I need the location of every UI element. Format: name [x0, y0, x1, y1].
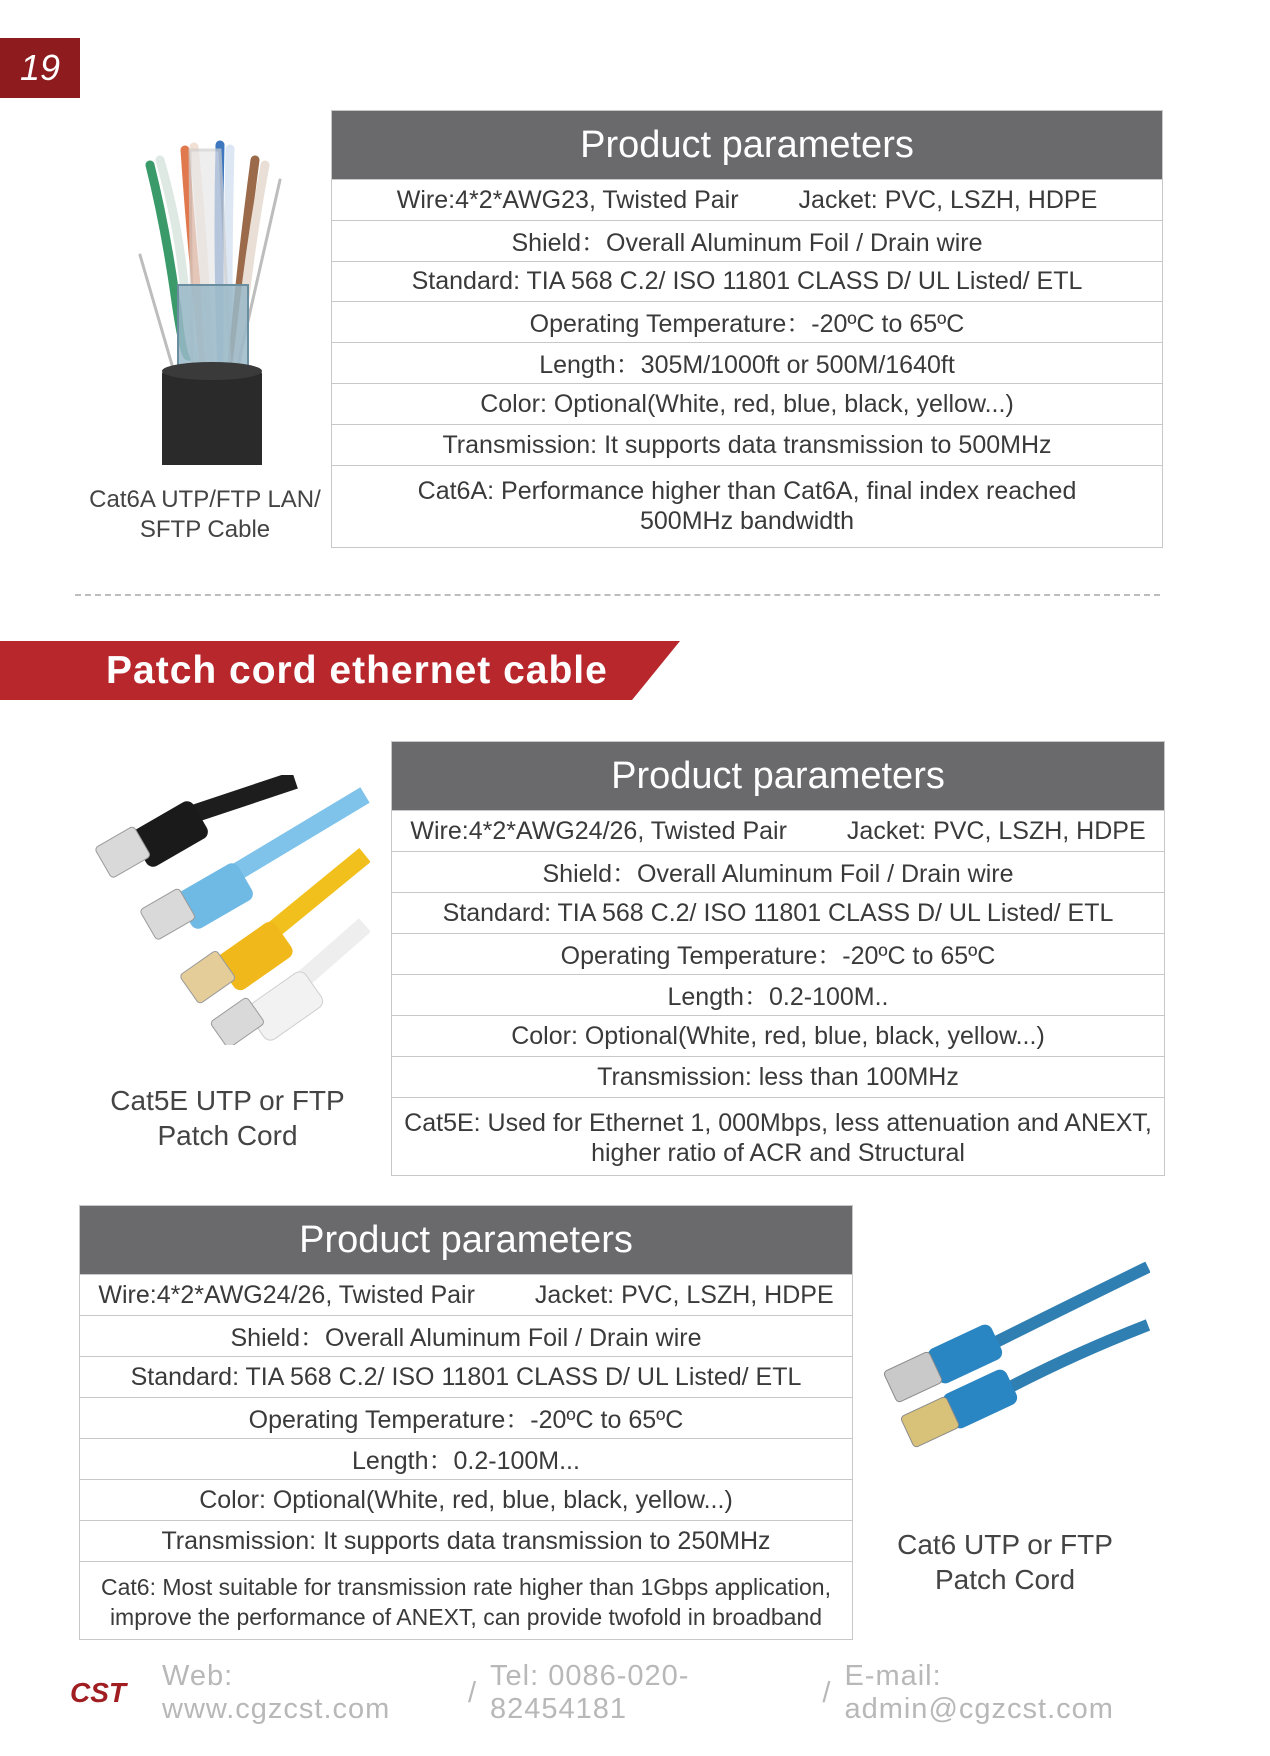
- shield-row: Shield：Overall Aluminum Foil / Drain wire: [80, 1315, 852, 1356]
- table-title: Product parameters: [332, 111, 1162, 179]
- cable-image-cat6: [880, 1255, 1150, 1455]
- footer-tel: Tel: 0086-020-82454181: [490, 1660, 690, 1725]
- company-logo: CST: [70, 1677, 126, 1708]
- note-line: improve the performance of ANEXT, can provide twofold in broadband: [109, 1603, 823, 1630]
- caption-line: Cat6 UTP or FTP: [897, 1529, 1113, 1560]
- transmission-row: Transmission: It supports data transmission to 250MHz: [80, 1520, 852, 1561]
- note-line: Cat6: Most suitable for transmission rate higher than 1Gbps application,: [101, 1573, 831, 1600]
- parameters-table-cat6a: [331, 110, 1163, 548]
- wire-spec: Wire:4*2*AWG23, Twisted Pair: [396, 185, 739, 214]
- table-title: Product parameters: [392, 742, 1164, 810]
- page-footer: [70, 1660, 1200, 1725]
- wire-spec: Wire:4*2*AWG24/26, Twisted Pair: [410, 816, 787, 845]
- note-line: Cat5E: Used for Ethernet 1, 000Mbps, less attenuation and ANEXT,: [404, 1108, 1152, 1137]
- length-row: Length：0.2-100M..: [392, 974, 1164, 1015]
- parameters-table-cat6: [79, 1205, 853, 1640]
- jacket-spec: Jacket: PVC, LSZH, HDPE: [798, 185, 1098, 214]
- wire-jacket-row: [392, 810, 1164, 851]
- page-number: 19: [0, 38, 80, 98]
- footer-email: E-mail: admin@cgzcst.com: [844, 1660, 1114, 1725]
- section-divider: [75, 594, 1160, 596]
- table-title: Product parameters: [80, 1206, 852, 1274]
- note-line: higher ratio of ACR and Structural: [591, 1138, 965, 1167]
- cable-image-cat6a: [120, 135, 310, 465]
- standard-row: Standard: TIA 568 C.2/ ISO 11801 CLASS D/ UL Listed/ ETL: [332, 261, 1162, 301]
- length-row: Length：305M/1000ft or 500M/1640ft: [332, 342, 1162, 383]
- cable-image-cat5e: [95, 775, 370, 1045]
- caption-line: SFTP Cable: [139, 516, 271, 543]
- color-row: Color: Optional(White, red, blue, black, yellow...): [392, 1015, 1164, 1056]
- temperature-row: Operating Temperature：-20ºC to 65ºC: [332, 301, 1162, 342]
- jacket-spec: Jacket: PVC, LSZH, HDPE: [534, 1280, 834, 1309]
- standard-row: Standard: TIA 568 C.2/ ISO 11801 CLASS D/ UL Listed/ ETL: [80, 1356, 852, 1397]
- length-row: Length：0.2-100M...: [80, 1438, 852, 1479]
- standard-row: Standard: TIA 568 C.2/ ISO 11801 CLASS D/ UL Listed/ ETL: [392, 892, 1164, 933]
- wire-jacket-row: [332, 179, 1162, 220]
- footer-web: Web: www.cgzcst.com: [162, 1660, 391, 1725]
- note-line: 500MHz bandwidth: [639, 507, 854, 535]
- product-caption-cat5e: [90, 1083, 365, 1153]
- caption-line: Patch Cord: [157, 1120, 298, 1151]
- product-caption-cat6a: [70, 485, 340, 545]
- footer-separator: /: [467, 1676, 477, 1709]
- caption-line: Patch Cord: [934, 1564, 1076, 1595]
- note-line: Cat6A: Performance higher than Cat6A, final index reached: [417, 477, 1077, 505]
- caption-line: Cat5E UTP or FTP: [110, 1085, 345, 1116]
- temperature-row: Operating Temperature：-20ºC to 65ºC: [392, 933, 1164, 974]
- transmission-row: Transmission: It supports data transmission to 500MHz: [332, 424, 1162, 465]
- parameters-table-cat5e: [391, 741, 1165, 1176]
- product-caption-cat6: [875, 1527, 1135, 1597]
- color-row: Color: Optional(White, red, blue, black, yellow...): [80, 1479, 852, 1520]
- wire-spec: Wire:4*2*AWG24/26, Twisted Pair: [98, 1280, 475, 1309]
- footer-separator: /: [822, 1676, 831, 1709]
- note-row: [392, 1097, 1164, 1177]
- transmission-row: Transmission: less than 100MHz: [392, 1056, 1164, 1097]
- caption-line: Cat6A UTP/FTP LAN/: [89, 486, 321, 513]
- shield-row: Shield：Overall Aluminum Foil / Drain wire: [332, 220, 1162, 261]
- note-row: [332, 465, 1162, 546]
- wire-jacket-row: [80, 1274, 852, 1315]
- section-title: Patch cord ethernet cable: [106, 649, 608, 692]
- shield-row: Shield：Overall Aluminum Foil / Drain wire: [392, 851, 1164, 892]
- section-banner: [0, 641, 680, 700]
- color-row: Color: Optional(White, red, blue, black, yellow...): [332, 383, 1162, 424]
- jacket-spec: Jacket: PVC, LSZH, HDPE: [846, 816, 1146, 845]
- temperature-row: Operating Temperature：-20ºC to 65ºC: [80, 1397, 852, 1438]
- note-row: [80, 1561, 852, 1641]
